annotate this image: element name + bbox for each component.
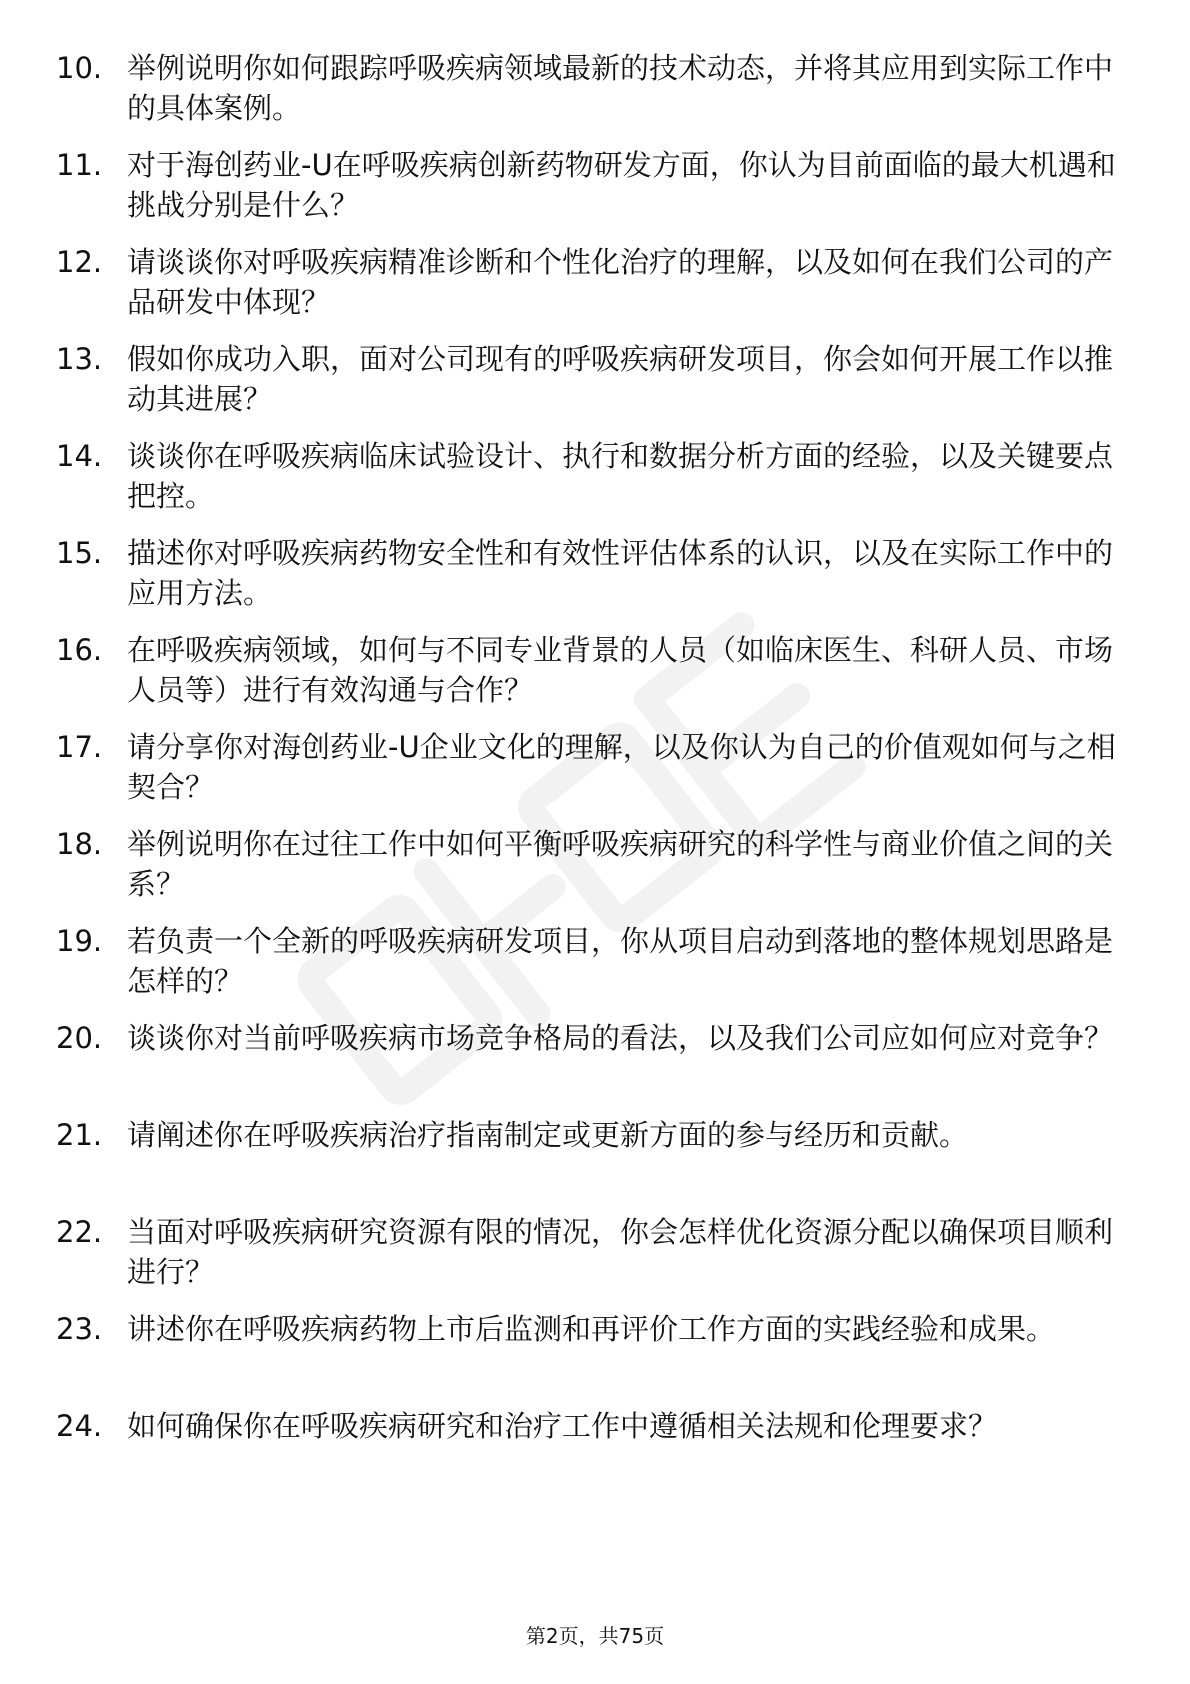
question-text: 在呼吸疾病领域，如何与不同专业背景的人员（如临床医生、科研人员、市场人员等）进行有效沟通与合作？ (127, 633, 1114, 707)
question-item (56, 1406, 1116, 1486)
question-item (56, 1115, 1116, 1195)
question-number: 24. (56, 1409, 103, 1443)
question-number: 17. (56, 730, 103, 764)
question-text: 谈谈你在呼吸疾病临床试验设计、执行和数据分析方面的经验，以及关键要点把控。 (127, 439, 1114, 513)
question-number: 21. (56, 1118, 103, 1152)
question-item (56, 242, 1116, 322)
question-number: 20. (56, 1021, 103, 1055)
question-text: 举例说明你在过往工作中如何平衡呼吸疾病研究的科学性与商业价值之间的关系？ (127, 827, 1114, 901)
question-number: 13. (56, 342, 103, 376)
question-list (56, 48, 1116, 1503)
question-number: 10. (56, 51, 103, 85)
question-item (56, 1018, 1116, 1098)
question-item (56, 824, 1116, 904)
question-number: 23. (56, 1312, 103, 1346)
question-text: 描述你对呼吸疾病药物安全性和有效性评估体系的认识，以及在实际工作中的应用方法。 (127, 536, 1114, 610)
question-item (56, 630, 1116, 710)
question-number: 15. (56, 536, 103, 570)
question-text: 当面对呼吸疾病研究资源有限的情况，你会怎样优化资源分配以确保项目顺利进行？ (127, 1215, 1114, 1289)
question-text: 谈谈你对当前呼吸疾病市场竞争格局的看法，以及我们公司应如何应对竞争？ (127, 1021, 1114, 1055)
question-item (56, 339, 1116, 419)
question-number: 14. (56, 439, 103, 473)
page-number-footer: 第2页，共75页 (525, 1624, 665, 1648)
question-item (56, 727, 1116, 807)
question-number: 19. (56, 924, 103, 958)
question-text: 如何确保你在呼吸疾病研究和治疗工作中遵循相关法规和伦理要求？ (127, 1409, 998, 1443)
question-number: 11. (56, 148, 103, 182)
question-number: 18. (56, 827, 103, 861)
question-item (56, 921, 1116, 1001)
question-text: 举例说明你如何跟踪呼吸疾病领域最新的技术动态，并将其应用到实际工作中的具体案例。 (127, 51, 1114, 125)
question-text: 请分享你对海创药业-U企业文化的理解，以及你认为自己的价值观如何与之相契合？ (127, 730, 1116, 804)
question-item (56, 1212, 1116, 1292)
question-item (56, 48, 1116, 128)
question-text: 若负责一个全新的呼吸疾病研发项目，你从项目启动到落地的整体规划思路是怎样的？ (127, 924, 1114, 998)
question-text: 请阐述你在呼吸疾病治疗指南制定或更新方面的参与经历和贡献。 (127, 1118, 969, 1152)
question-text: 假如你成功入职，面对公司现有的呼吸疾病研发项目，你会如何开展工作以推动其进展？ (127, 342, 1114, 416)
question-number: 16. (56, 633, 103, 667)
question-number: 12. (56, 245, 103, 279)
question-text: 请谈谈你对呼吸疾病精准诊断和个性化治疗的理解，以及如何在我们公司的产品研发中体现？ (127, 245, 1114, 319)
question-item (56, 436, 1116, 516)
question-item (56, 533, 1116, 613)
question-item (56, 1309, 1116, 1389)
question-text: 讲述你在呼吸疾病药物上市后监测和再评价工作方面的实践经验和成果。 (127, 1312, 1056, 1346)
question-text: 对于海创药业-U在呼吸疾病创新药物研发方面，你认为目前面临的最大机遇和挑战分别是什么？ (127, 148, 1116, 222)
question-number: 22. (56, 1215, 103, 1249)
question-item (56, 145, 1116, 225)
